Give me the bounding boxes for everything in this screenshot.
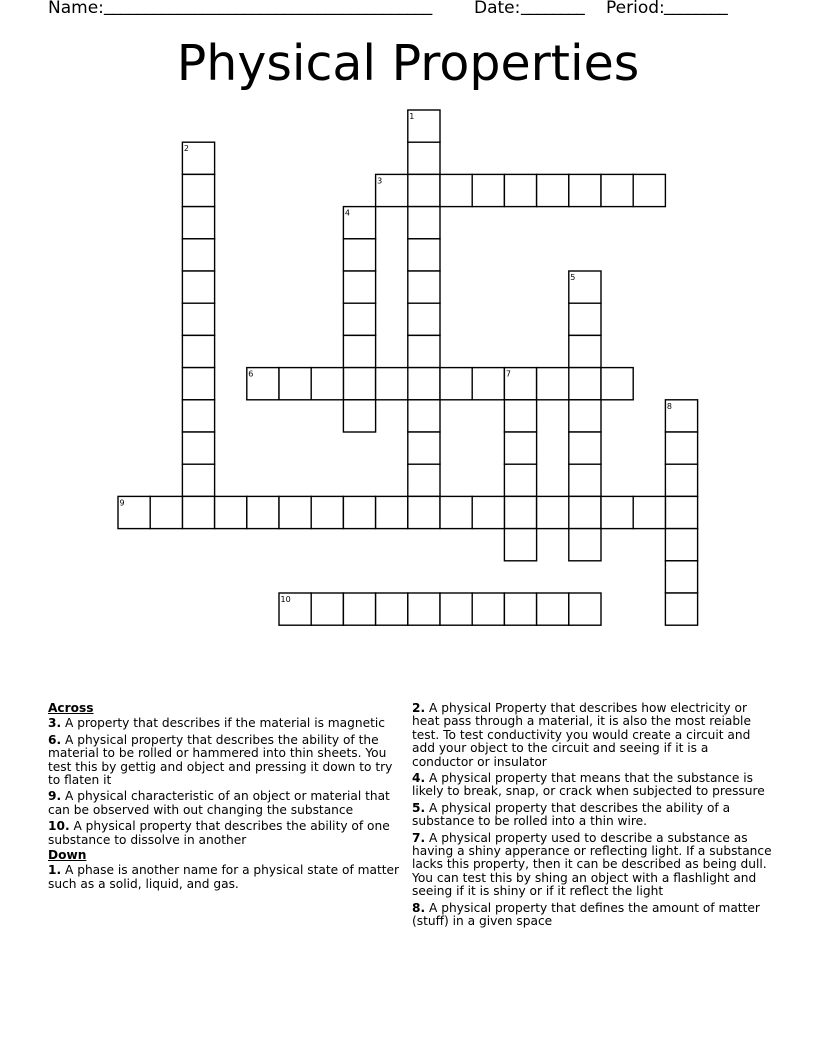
clue-number: 8 [666,401,672,411]
grid-cell[interactable] [665,561,697,593]
grid-cell[interactable] [182,271,214,303]
grid-cell[interactable] [537,368,569,400]
clue-item-number: 10. [48,819,70,834]
grid-cell[interactable] [182,207,214,239]
across-clue-list [48,717,400,847]
grid-cell[interactable] [665,496,697,528]
grid-cell[interactable] [440,496,472,528]
clue-number: 1 [409,112,415,121]
grid-cell[interactable] [182,496,214,528]
clue-item [48,734,400,788]
grid-cell[interactable] [665,464,697,496]
grid-cell[interactable] [311,368,343,400]
clue-number: 7 [505,369,511,379]
name-label: Name: [48,0,104,18]
clue-number: 6 [248,369,254,379]
grid-cell[interactable] [311,496,343,528]
clue-item-number: 3. [48,716,62,731]
grid-cell[interactable] [601,368,633,400]
clue-item-text: A physical characteristic of an object or material that can be observed with out changing the substance [48,789,390,817]
clue-number: 5 [570,273,576,282]
grid-cell[interactable] [569,368,601,400]
clue-item [412,802,772,829]
grid-cell[interactable] [343,496,375,528]
grid-cell[interactable] [343,593,375,625]
grid-cell[interactable] [504,464,536,496]
grid-cell[interactable] [343,335,375,367]
clue-number: 10 [280,595,291,604]
grid-cell[interactable] [537,174,569,206]
clue-item-text: A property that describes if the material is magnetic [65,716,385,731]
grid-cell[interactable] [504,593,536,625]
clue-item-text: A phase is another name for a physical state of matter such as a solid, liquid, and gas. [48,863,400,891]
grid-cell[interactable] [504,529,536,561]
grid-cell[interactable] [215,496,247,528]
period-label: Period: [606,0,665,18]
grid-cell[interactable] [665,529,697,561]
clue-item-number: 5. [412,800,426,815]
grid-cell[interactable] [182,335,214,367]
grid-cell[interactable] [408,496,440,528]
clue-item-text: A physical property that means that the substance is likely to break, snap, or crack when subjected to pressure [412,771,765,799]
grid-cell[interactable] [408,400,440,432]
grid-cell[interactable] [182,368,214,400]
clue-item-text: A physical property that describes the ability of one substance to dissolve in another [48,819,390,847]
clue-number: 4 [344,208,350,218]
grid-cell[interactable] [569,529,601,561]
grid-cell[interactable] [408,271,440,303]
clue-item [412,772,772,799]
grid-cell[interactable] [247,496,279,528]
across-heading: Across [48,701,94,715]
grid-cell[interactable] [343,303,375,335]
grid-cell[interactable] [504,432,536,464]
grid-cell[interactable] [408,368,440,400]
grid-cell[interactable] [182,174,214,206]
clue-item-text: A physical property used to describe a substance as having a shiny apperance or reflecting light. If a substance lacks this property, then it can be described as being dull. You can test this by shing an object with a flashlight and seeing if it is shiny or if it reflect the light [412,830,772,899]
clue-item-text: A physical property that defines the amount of matter (stuff) in a given space [412,900,760,929]
clue-item [412,702,772,769]
page-title: Physical Properties [176,35,640,92]
grid-cell[interactable] [537,593,569,625]
grid-cell[interactable] [279,368,311,400]
grid-cell[interactable] [569,593,601,625]
grid-cell[interactable] [472,496,504,528]
grid-cell[interactable] [569,174,601,206]
grid-cell[interactable] [376,593,408,625]
grid-cell[interactable] [569,496,601,528]
clue-item-text: A physical Property that describes how electricity or heat pass through a material, it is also the most reiable test. To test conductivity you would create a circuit and add your object to the circuit and seeing if it is a conductor or insulator [412,701,751,769]
grid-cell[interactable] [440,368,472,400]
grid-cell[interactable] [150,496,182,528]
clue-item-text: A physical property that describes the ability of a substance to be rolled into a thin wire. [412,800,731,829]
grid-cell[interactable] [376,496,408,528]
grid-cell[interactable] [569,335,601,367]
clues-column-right [412,702,772,932]
grid-cell[interactable] [665,432,697,464]
grid-cell[interactable] [440,174,472,206]
clue-item-number: 1. [48,863,62,878]
down-clue-list-left [48,864,400,891]
clue-item [412,902,772,929]
grid-cell[interactable] [182,464,214,496]
grid-cell[interactable] [504,496,536,528]
grid-cell[interactable] [408,239,440,271]
grid-cell[interactable] [311,593,343,625]
clue-item [412,832,772,899]
down-heading: Down [48,848,87,863]
name-blank[interactable]: ________________________________________ [104,0,433,16]
grid-cell[interactable] [408,432,440,464]
date-blank[interactable]: ________ [521,0,585,16]
clue-item [48,717,400,730]
grid-cell[interactable] [472,368,504,400]
clue-item-number: 6. [48,732,62,747]
grid-cell[interactable] [182,432,214,464]
clue-number: 9 [119,498,125,508]
grid-cell[interactable] [343,239,375,271]
grid-cell[interactable] [569,464,601,496]
grid-cell[interactable] [569,303,601,335]
grid-cell[interactable] [408,464,440,496]
grid-cell[interactable] [569,400,601,432]
grid-cell[interactable] [408,335,440,367]
grid-cell[interactable] [408,142,440,174]
grid-cell[interactable] [537,496,569,528]
clue-item [48,864,400,891]
clue-item-number: 8. [412,900,426,915]
clue-item [48,820,400,847]
clue-item-text: A physical property that describes the ability of the material to be rolled or hammered into thin sheets. You test this by gettig and object and pressing it down to try to flaten it [48,732,393,788]
grid-cell[interactable] [633,174,665,206]
clue-item-number: 2. [412,701,426,715]
grid-cell[interactable] [504,174,536,206]
clue-item-number: 7. [412,830,426,845]
grid-cell[interactable] [408,303,440,335]
period-blank[interactable]: ________ [664,0,728,16]
grid-cell[interactable] [633,496,665,528]
grid-cell[interactable] [665,593,697,625]
clue-item-number: 9. [48,789,62,804]
clue-item-number: 4. [412,771,426,786]
down-clue-list-right [412,702,772,929]
clues-column-left [48,702,400,894]
grid-cell[interactable] [601,174,633,206]
grid-cell[interactable] [601,496,633,528]
grid-cell[interactable] [279,496,311,528]
clue-item [48,790,400,817]
grid-cell[interactable] [343,271,375,303]
grid-cell[interactable] [472,174,504,206]
grid-cell[interactable] [182,400,214,432]
grid-cell[interactable] [440,593,472,625]
grid-cell[interactable] [182,239,214,271]
grid-cell[interactable] [569,432,601,464]
grid-cell[interactable] [408,174,440,206]
grid-cell[interactable] [343,400,375,432]
grid-cell[interactable] [504,400,536,432]
grid-cell[interactable] [472,593,504,625]
grid-cell[interactable] [408,207,440,239]
grid-cell[interactable] [343,368,375,400]
clue-number: 2 [183,144,189,154]
grid-cell[interactable] [182,303,214,335]
grid-cell[interactable] [376,368,408,400]
date-label: Date: [474,0,521,18]
grid-cell[interactable] [408,593,440,625]
clue-number: 3 [377,176,383,186]
